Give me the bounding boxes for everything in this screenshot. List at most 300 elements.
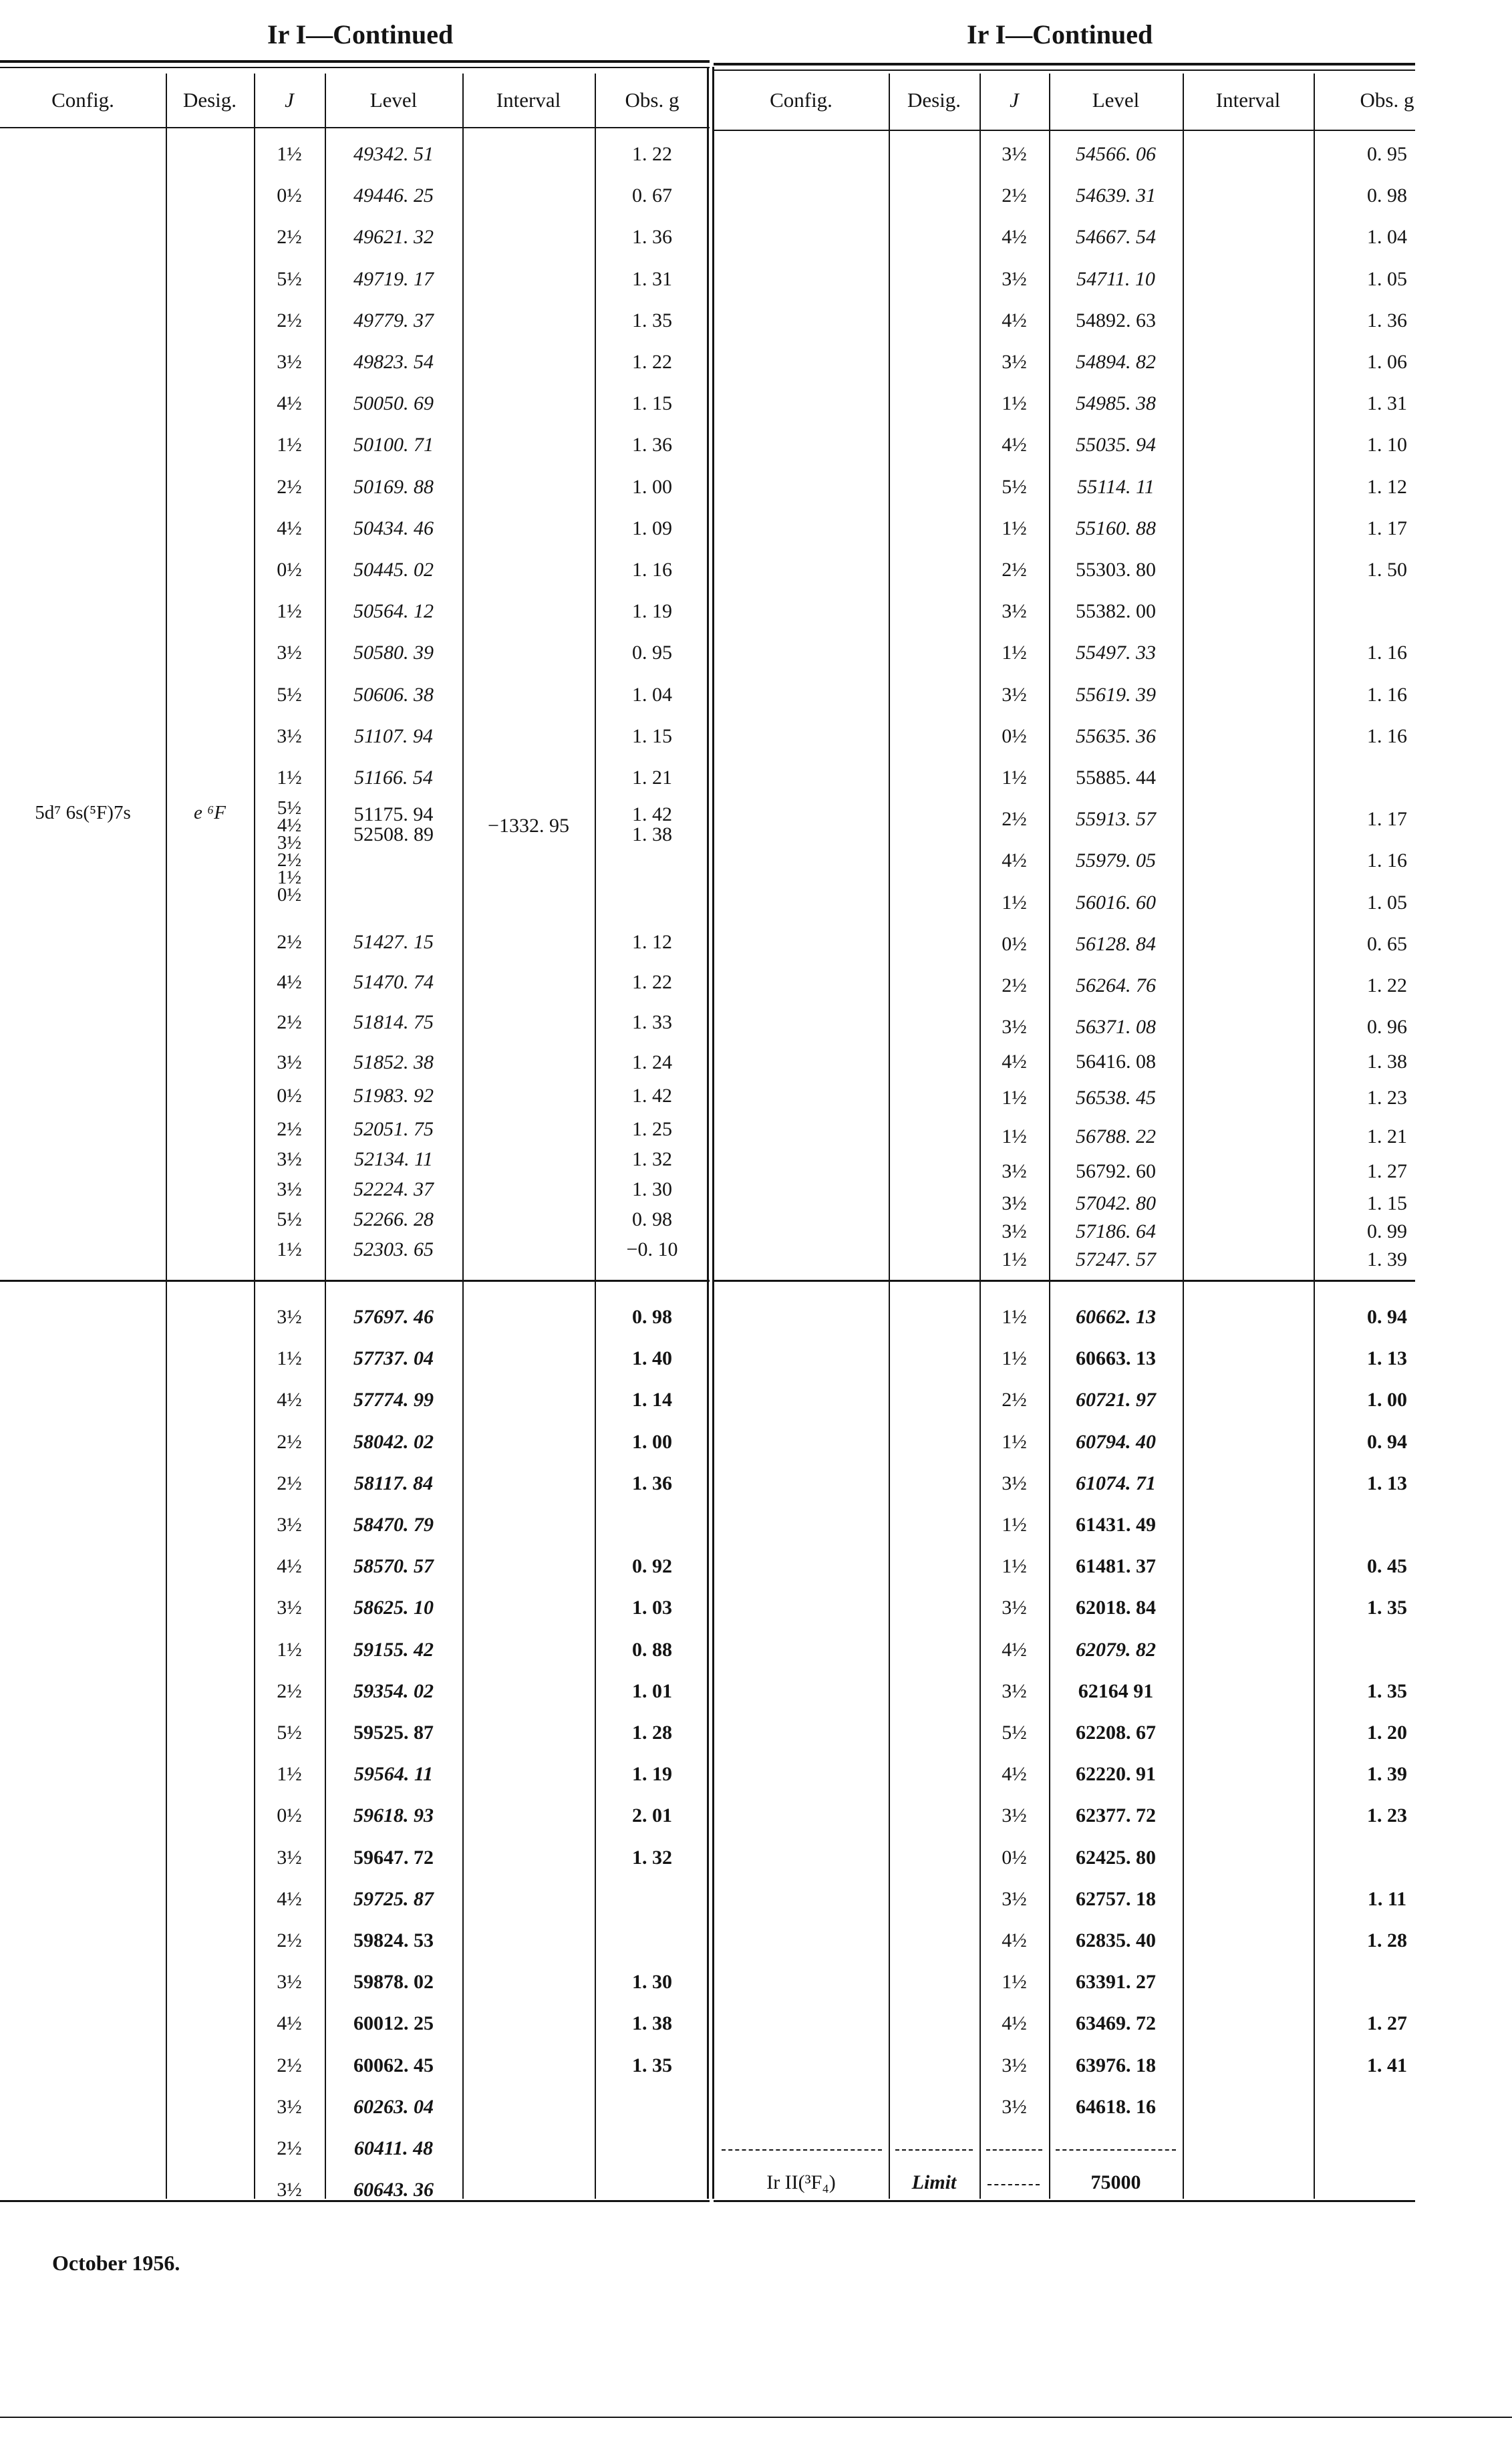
- left-row-level-14: 51107. 94: [354, 724, 433, 747]
- left-row3-g-18: 1. 35: [632, 2054, 672, 2076]
- left-row3-level-17: 60012. 25: [353, 2012, 434, 2035]
- left-row3-j-0: 3½: [277, 1306, 302, 1329]
- right-row-g-7: 1. 10: [1367, 434, 1407, 456]
- left-row3-g-1: 1. 40: [632, 1347, 672, 1370]
- left-row-level-9: 50434. 46: [353, 517, 434, 539]
- left-row-j-2: 2½: [277, 226, 302, 249]
- left-row2-j-1: 4½: [277, 971, 302, 993]
- right-row-level-7: 55035. 94: [1076, 434, 1156, 456]
- right-row-g-19: 0. 65: [1367, 932, 1407, 955]
- left-row-g-4: 1. 35: [632, 309, 672, 331]
- left-row3-g-12: 2. 01: [632, 1804, 672, 1827]
- right-row-j-4: 4½: [1002, 309, 1027, 331]
- right-row-level-23: 56538. 45: [1076, 1087, 1156, 1109]
- left-row3-j-14: 4½: [277, 1887, 302, 1910]
- left-row3-level-6: 58570. 57: [353, 1555, 434, 1578]
- left-row3-level-7: 58625. 10: [353, 1597, 434, 1619]
- top-rule-right: [714, 63, 1415, 65]
- right-row3-level-11: 62220. 91: [1076, 1763, 1156, 1786]
- left-row3-level-15: 59824. 53: [353, 1929, 434, 1952]
- left-row3-level-14: 59725. 87: [353, 1887, 434, 1910]
- right-row3-level-7: 62018. 84: [1076, 1597, 1156, 1619]
- left-row2-g-7: 1. 30: [632, 1178, 672, 1200]
- top-rule-right-thin: [714, 70, 1415, 71]
- multi-level-0: 51175. 94: [353, 803, 434, 825]
- left-row3-j-16: 3½: [277, 1971, 302, 1994]
- right-row-level-25: 56792. 60: [1076, 1160, 1156, 1182]
- left-row-j-10: 0½: [277, 559, 302, 581]
- right-row-level-17: 55979. 05: [1076, 849, 1156, 872]
- header-config-left: Config.: [51, 88, 114, 112]
- left-row-g-8: 1. 00: [632, 475, 672, 498]
- left-row3-g-9: 1. 01: [632, 1679, 672, 1702]
- right-row-level-24: 56788. 22: [1076, 1125, 1156, 1147]
- header-obs-g-left-text: Obs. g: [625, 88, 679, 112]
- left-row3-j-20: 2½: [277, 2137, 302, 2160]
- left-row2-g-9: −0. 10: [626, 1238, 678, 1260]
- left-row-level-7: 50100. 71: [353, 434, 434, 456]
- right-row-level-21: 56371. 08: [1076, 1016, 1156, 1039]
- right-row-level-14: 55635. 36: [1076, 724, 1156, 747]
- left-row2-level-2: 51814. 75: [353, 1011, 434, 1033]
- left-row3-g-6: 0. 92: [632, 1555, 672, 1578]
- right-row-level-16: 55913. 57: [1076, 808, 1156, 831]
- left-page-title: Ir I—Continued: [267, 19, 454, 49]
- left-row3-level-4: 58117. 84: [353, 1472, 434, 1494]
- left-row-level-11: 50564. 12: [353, 600, 434, 623]
- right-row-j-9: 1½: [1002, 517, 1027, 539]
- multi-level-1: 52508. 89: [353, 823, 434, 845]
- multi-j-5: 0½: [277, 884, 302, 906]
- right-row3-level-2: 60721. 97: [1076, 1389, 1156, 1411]
- right-row3-j-18: 3½: [1002, 2054, 1027, 2076]
- left-row3-j-21: 3½: [277, 2179, 302, 2201]
- left-row3-level-1: 57737. 04: [353, 1347, 434, 1370]
- right-row-g-13: 1. 16: [1367, 683, 1407, 706]
- left-row3-j-12: 0½: [277, 1804, 302, 1827]
- left-row3-j-18: 2½: [277, 2054, 302, 2076]
- left-row3-j-8: 1½: [277, 1638, 302, 1661]
- right-row3-level-8: 62079. 82: [1076, 1638, 1156, 1661]
- left-row3-g-13: 1. 32: [632, 1846, 672, 1869]
- footer-date: October 1956.: [52, 2251, 180, 2275]
- right-row-level-27: 57186. 64: [1076, 1220, 1156, 1242]
- right-row-level-19: 56128. 84: [1076, 932, 1156, 955]
- multi-g-1: 1. 38: [632, 823, 672, 845]
- right-row3-g-15: 1. 28: [1367, 1929, 1407, 1952]
- left-row3-level-13: 59647. 72: [353, 1846, 434, 1869]
- right-row3-j-1: 1½: [1002, 1347, 1027, 1370]
- header-obs-g-right: Obs. g: [1360, 88, 1414, 112]
- limit-level: 75000: [1090, 2171, 1141, 2193]
- right-row3-g-1: 1. 13: [1367, 1347, 1407, 1370]
- right-row-j-0: 3½: [1002, 143, 1027, 165]
- left-row-level-8: 50169. 88: [353, 475, 434, 498]
- right-row3-g-3: 0. 94: [1367, 1430, 1407, 1453]
- section-rule-right: [714, 1280, 1415, 1282]
- multi-j-0: 5½: [277, 797, 302, 819]
- header-interval-right: Interval: [1215, 88, 1281, 112]
- left-row-j-14: 3½: [277, 724, 302, 747]
- left-row3-level-2: 57774. 99: [353, 1389, 434, 1411]
- right-row3-g-2: 1. 00: [1367, 1389, 1407, 1411]
- left-row2-level-7: 52224. 37: [353, 1178, 434, 1200]
- right-row-j-28: 1½: [1002, 1248, 1027, 1270]
- left-row-g-13: 1. 04: [632, 683, 672, 706]
- right-row-g-4: 1. 36: [1367, 309, 1407, 331]
- left-row2-g-1: 1. 22: [632, 971, 672, 993]
- right-row3-g-18: 1. 41: [1367, 2054, 1407, 2076]
- right-row3-level-17: 63469. 72: [1076, 2012, 1156, 2035]
- left-row3-j-10: 5½: [277, 1722, 302, 1744]
- header-rule-right: [714, 130, 1415, 131]
- left-col-line-3: [462, 74, 464, 2199]
- left-row-j-5: 3½: [277, 351, 302, 374]
- right-row-g-8: 1. 12: [1367, 475, 1407, 498]
- left-row2-j-4: 0½: [277, 1085, 302, 1107]
- multi-j-3: 2½: [277, 849, 302, 871]
- left-row3-level-11: 59564. 11: [353, 1763, 434, 1786]
- left-row2-j-7: 3½: [277, 1178, 302, 1200]
- left-row-j-4: 2½: [277, 309, 302, 331]
- right-row-j-2: 4½: [1002, 226, 1027, 249]
- left-row2-level-9: 52303. 65: [353, 1238, 434, 1260]
- right-row-g-27: 0. 99: [1367, 1220, 1407, 1242]
- right-row3-g-17: 1. 27: [1367, 2012, 1407, 2035]
- left-row3-j-13: 3½: [277, 1846, 302, 1869]
- right-row3-level-19: 64618. 16: [1076, 2095, 1156, 2118]
- left-row3-j-11: 1½: [277, 1763, 302, 1786]
- desig-label-left: e ⁶F: [194, 801, 226, 823]
- multi-j-4: 1½: [277, 867, 302, 888]
- left-row2-level-0: 51427. 15: [353, 931, 434, 953]
- left-row3-level-18: 60062. 45: [353, 2054, 434, 2076]
- left-row-j-0: 1½: [277, 143, 302, 166]
- left-row2-g-3: 1. 24: [632, 1051, 672, 1073]
- left-row3-g-4: 1. 36: [632, 1472, 672, 1494]
- right-row-level-4: 54892. 63: [1076, 309, 1156, 331]
- left-row-g-7: 1. 36: [632, 434, 672, 456]
- right-row-level-0: 54566. 06: [1076, 143, 1156, 165]
- left-row2-j-3: 3½: [277, 1051, 302, 1073]
- left-row3-level-16: 59878. 02: [353, 1971, 434, 1994]
- left-row2-j-8: 5½: [277, 1208, 302, 1230]
- left-row2-j-6: 3½: [277, 1148, 302, 1170]
- bottom-rule-right: [714, 2200, 1415, 2202]
- left-row-g-6: 1. 15: [632, 392, 672, 415]
- right-row3-level-3: 60794. 40: [1076, 1430, 1156, 1453]
- right-row-g-12: 1. 16: [1367, 642, 1407, 664]
- left-row3-j-5: 3½: [277, 1514, 302, 1536]
- center-divider-b: [712, 67, 714, 2199]
- right-row3-j-0: 1½: [1002, 1306, 1027, 1329]
- right-row-g-10: 1. 50: [1367, 559, 1407, 581]
- left-row-j-6: 4½: [277, 392, 302, 415]
- right-row-g-3: 1. 05: [1367, 267, 1407, 290]
- right-row-j-3: 3½: [1002, 267, 1027, 290]
- left-row3-j-9: 2½: [277, 1679, 302, 1702]
- left-row-j-8: 2½: [277, 475, 302, 498]
- left-row-j-9: 4½: [277, 517, 302, 539]
- right-row-level-18: 56016. 60: [1076, 891, 1156, 914]
- left-row2-j-9: 1½: [277, 1238, 302, 1260]
- right-row-g-26: 1. 15: [1367, 1192, 1407, 1214]
- left-row3-g-0: 0. 98: [632, 1306, 672, 1329]
- section-rule-left: [0, 1280, 710, 1282]
- right-row3-level-5: 61431. 49: [1076, 1514, 1156, 1536]
- left-row2-g-6: 1. 32: [632, 1148, 672, 1170]
- limit-dash-config: [722, 2149, 882, 2151]
- left-row2-j-2: 2½: [277, 1011, 302, 1033]
- right-row3-g-12: 1. 23: [1367, 1804, 1407, 1827]
- right-row3-j-10: 5½: [1002, 1722, 1027, 1744]
- left-row-level-6: 50050. 69: [353, 392, 434, 415]
- left-row-g-1: 0. 67: [632, 184, 672, 207]
- left-row3-level-0: 57697. 46: [353, 1306, 434, 1329]
- left-row-g-2: 1. 36: [632, 226, 672, 249]
- limit-desig: Limit: [911, 2171, 957, 2193]
- left-row-j-1: 0½: [277, 184, 302, 207]
- right-row-j-16: 2½: [1002, 808, 1027, 831]
- left-row3-level-8: 59155. 42: [353, 1638, 434, 1661]
- top-rule-left-thin: [0, 67, 710, 68]
- left-row3-level-5: 58470. 79: [353, 1514, 434, 1536]
- left-row3-g-10: 1. 28: [632, 1722, 672, 1744]
- left-row3-level-12: 59618. 93: [353, 1804, 434, 1827]
- left-row3-g-16: 1. 30: [632, 1971, 672, 1994]
- left-row3-level-3: 58042. 02: [353, 1430, 434, 1453]
- right-row3-j-9: 3½: [1002, 1679, 1027, 1702]
- top-rule-left: [0, 60, 710, 63]
- left-row-g-15: 1. 21: [632, 767, 672, 789]
- right-row-j-10: 2½: [1002, 559, 1027, 581]
- right-row-level-22: 56416. 08: [1076, 1051, 1156, 1073]
- right-row3-level-15: 62835. 40: [1076, 1929, 1156, 1952]
- multi-g-stack: [595, 805, 710, 845]
- right-row-j-1: 2½: [1002, 184, 1027, 207]
- right-row-g-14: 1. 16: [1367, 724, 1407, 747]
- right-row-level-3: 54711. 10: [1076, 267, 1155, 290]
- right-row-j-27: 3½: [1002, 1220, 1027, 1242]
- left-row-level-3: 49719. 17: [353, 267, 434, 290]
- left-row-g-12: 0. 95: [632, 642, 672, 664]
- left-row3-j-15: 2½: [277, 1929, 302, 1952]
- right-row-level-11: 55382. 00: [1076, 600, 1156, 623]
- left-row3-level-9: 59354. 02: [353, 1679, 434, 1702]
- right-row-g-18: 1. 05: [1367, 891, 1407, 914]
- left-row-j-7: 1½: [277, 434, 302, 456]
- left-row2-j-5: 2½: [277, 1118, 302, 1140]
- right-row-g-6: 1. 31: [1367, 392, 1407, 415]
- header-obs-g-left: [595, 74, 710, 127]
- right-row3-j-5: 1½: [1002, 1514, 1027, 1536]
- left-row-j-12: 3½: [277, 642, 302, 664]
- right-row3-g-14: 1. 11: [1367, 1887, 1407, 1910]
- right-row-level-28: 57247. 57: [1076, 1248, 1156, 1270]
- right-row3-j-6: 1½: [1002, 1555, 1027, 1578]
- left-row-j-13: 5½: [277, 683, 302, 706]
- right-row-j-17: 4½: [1002, 849, 1027, 872]
- left-row2-level-4: 51983. 92: [353, 1085, 434, 1107]
- right-row-level-1: 54639. 31: [1076, 184, 1156, 207]
- right-row-g-23: 1. 23: [1367, 1087, 1407, 1109]
- right-row3-g-4: 1. 13: [1367, 1472, 1407, 1494]
- right-row-j-18: 1½: [1002, 891, 1027, 914]
- right-row-j-25: 3½: [1002, 1160, 1027, 1182]
- right-row3-level-6: 61481. 37: [1076, 1555, 1156, 1578]
- right-row3-j-2: 2½: [1002, 1389, 1027, 1411]
- right-row-g-22: 1. 38: [1367, 1051, 1407, 1073]
- right-row3-g-11: 1. 39: [1367, 1763, 1407, 1786]
- left-row-level-13: 50606. 38: [353, 683, 434, 706]
- right-row-g-9: 1. 17: [1367, 517, 1407, 539]
- header-config-right: Config.: [770, 88, 833, 112]
- left-row2-j-0: 2½: [277, 931, 302, 953]
- left-row-level-2: 49621. 32: [353, 226, 434, 249]
- header-j-right: J: [1010, 88, 1019, 112]
- right-row-j-24: 1½: [1002, 1125, 1027, 1147]
- right-col-line-3: [1183, 74, 1184, 2199]
- left-row3-g-8: 0. 88: [632, 1638, 672, 1661]
- right-row3-level-9: 62164 91: [1078, 1679, 1154, 1702]
- right-row3-level-4: 61074. 71: [1076, 1472, 1156, 1494]
- left-row3-level-20: 60411. 48: [353, 2137, 434, 2160]
- limit-config: Ir II(³F₄): [766, 2171, 836, 2193]
- right-row3-j-8: 4½: [1002, 1638, 1027, 1661]
- right-row-level-26: 57042. 80: [1076, 1192, 1156, 1214]
- right-row3-g-6: 0. 45: [1367, 1555, 1407, 1578]
- right-row3-j-14: 3½: [1002, 1887, 1027, 1910]
- left-row3-g-2: 1. 14: [632, 1389, 672, 1411]
- left-col-line-0: [166, 74, 167, 2199]
- right-row3-j-3: 1½: [1002, 1430, 1027, 1453]
- limit-dash-level: [1056, 2149, 1176, 2151]
- left-row3-g-17: 1. 38: [632, 2012, 672, 2035]
- header-desig-right: Desig.: [907, 88, 961, 112]
- left-row2-g-8: 0. 98: [632, 1208, 672, 1230]
- right-row-j-23: 1½: [1002, 1087, 1027, 1109]
- left-row3-j-2: 4½: [277, 1389, 302, 1411]
- right-row-j-26: 3½: [1002, 1192, 1027, 1214]
- left-row3-j-6: 4½: [277, 1555, 302, 1578]
- config-label-left: 5d⁷ 6s(⁵F)7s: [35, 801, 131, 823]
- left-row3-level-19: 60263. 04: [353, 2095, 434, 2118]
- left-row-level-4: 49779. 37: [353, 309, 434, 331]
- right-row3-g-10: 1. 20: [1367, 1722, 1407, 1744]
- right-row3-j-12: 3½: [1002, 1804, 1027, 1827]
- right-row-j-19: 0½: [1002, 932, 1027, 955]
- left-row3-level-10: 59525. 87: [353, 1722, 434, 1744]
- right-row3-g-0: 0. 94: [1367, 1306, 1407, 1329]
- left-row2-level-5: 52051. 75: [353, 1118, 434, 1140]
- right-row-j-8: 5½: [1002, 475, 1027, 498]
- right-row-g-20: 1. 22: [1367, 974, 1407, 996]
- header-j-left: J: [285, 88, 294, 112]
- left-row3-j-19: 3½: [277, 2095, 302, 2118]
- right-row-g-1: 0. 98: [1367, 184, 1407, 207]
- right-row-level-20: 56264. 76: [1076, 974, 1156, 996]
- right-row-g-2: 1. 04: [1367, 226, 1407, 249]
- multi-level-stack: [325, 805, 462, 845]
- header-rule-left: [0, 127, 710, 128]
- left-row3-j-4: 2½: [277, 1472, 302, 1494]
- limit-dash-desig: [895, 2149, 973, 2151]
- page-bottom-rule: [0, 2417, 1512, 2418]
- right-row-j-20: 2½: [1002, 974, 1027, 996]
- left-row2-level-1: 51470. 74: [353, 971, 434, 993]
- right-row3-j-16: 1½: [1002, 1971, 1027, 1994]
- right-row3-level-14: 62757. 18: [1076, 1887, 1156, 1910]
- header-interval-left: Interval: [496, 88, 561, 112]
- right-row-j-5: 3½: [1002, 351, 1027, 373]
- right-row-g-0: 0. 95: [1367, 143, 1407, 165]
- left-row-g-10: 1. 16: [632, 559, 672, 581]
- limit-j-dash: [988, 2184, 1040, 2185]
- right-row-g-16: 1. 17: [1367, 808, 1407, 831]
- left-row-g-5: 1. 22: [632, 351, 672, 374]
- right-row-level-12: 55497. 33: [1076, 642, 1156, 664]
- left-row3-g-7: 1. 03: [632, 1597, 672, 1619]
- left-row-g-0: 1. 22: [632, 143, 672, 166]
- multi-j-1: 4½: [277, 815, 302, 836]
- left-row-level-15: 51166. 54: [354, 767, 433, 789]
- left-row3-level-21: 60643. 36: [353, 2179, 434, 2201]
- header-level-right: Level: [1092, 88, 1140, 112]
- interval-value: −1332. 95: [488, 815, 569, 837]
- right-row-level-6: 54985. 38: [1076, 392, 1156, 415]
- right-row-g-25: 1. 27: [1367, 1160, 1407, 1182]
- right-row-level-15: 55885. 44: [1076, 767, 1156, 789]
- right-row3-j-17: 4½: [1002, 2012, 1027, 2035]
- right-row-level-2: 54667. 54: [1076, 226, 1156, 249]
- left-row-g-14: 1. 15: [632, 724, 672, 747]
- right-row3-j-7: 3½: [1002, 1597, 1027, 1619]
- left-row-level-1: 49446. 25: [353, 184, 434, 207]
- limit-dash-j: [986, 2149, 1042, 2151]
- right-row-j-7: 4½: [1002, 434, 1027, 456]
- right-row3-level-13: 62425. 80: [1076, 1846, 1156, 1869]
- right-row-j-21: 3½: [1002, 1016, 1027, 1039]
- right-row3-level-10: 62208. 67: [1076, 1722, 1156, 1744]
- left-row2-g-2: 1. 33: [632, 1011, 672, 1033]
- left-row3-g-11: 1. 19: [632, 1763, 672, 1786]
- right-row3-level-0: 60662. 13: [1076, 1306, 1156, 1329]
- right-row3-j-15: 4½: [1002, 1929, 1027, 1952]
- right-row-j-15: 1½: [1002, 767, 1027, 789]
- right-row-g-28: 1. 39: [1367, 1248, 1407, 1270]
- right-row-level-8: 55114. 11: [1077, 475, 1155, 498]
- multi-j-stack: [254, 799, 325, 904]
- right-row-g-21: 0. 96: [1367, 1016, 1407, 1039]
- right-row3-j-11: 4½: [1002, 1763, 1027, 1786]
- right-page-title: Ir I—Continued: [967, 19, 1153, 49]
- left-row3-j-3: 2½: [277, 1430, 302, 1453]
- right-row3-g-7: 1. 35: [1367, 1597, 1407, 1619]
- left-row-level-0: 49342. 51: [353, 143, 434, 166]
- right-row3-level-1: 60663. 13: [1076, 1347, 1156, 1370]
- left-row-g-11: 1. 19: [632, 600, 672, 623]
- right-row-j-12: 1½: [1002, 642, 1027, 664]
- right-row-j-11: 3½: [1002, 600, 1027, 623]
- left-row-j-15: 1½: [277, 767, 302, 789]
- left-row2-level-3: 51852. 38: [353, 1051, 434, 1073]
- left-row-j-3: 5½: [277, 267, 302, 290]
- left-row3-j-1: 1½: [277, 1347, 302, 1370]
- right-row-level-13: 55619. 39: [1076, 683, 1156, 706]
- left-row-g-9: 1. 09: [632, 517, 672, 539]
- multi-j-2: 3½: [277, 832, 302, 853]
- right-row-level-10: 55303. 80: [1076, 559, 1156, 581]
